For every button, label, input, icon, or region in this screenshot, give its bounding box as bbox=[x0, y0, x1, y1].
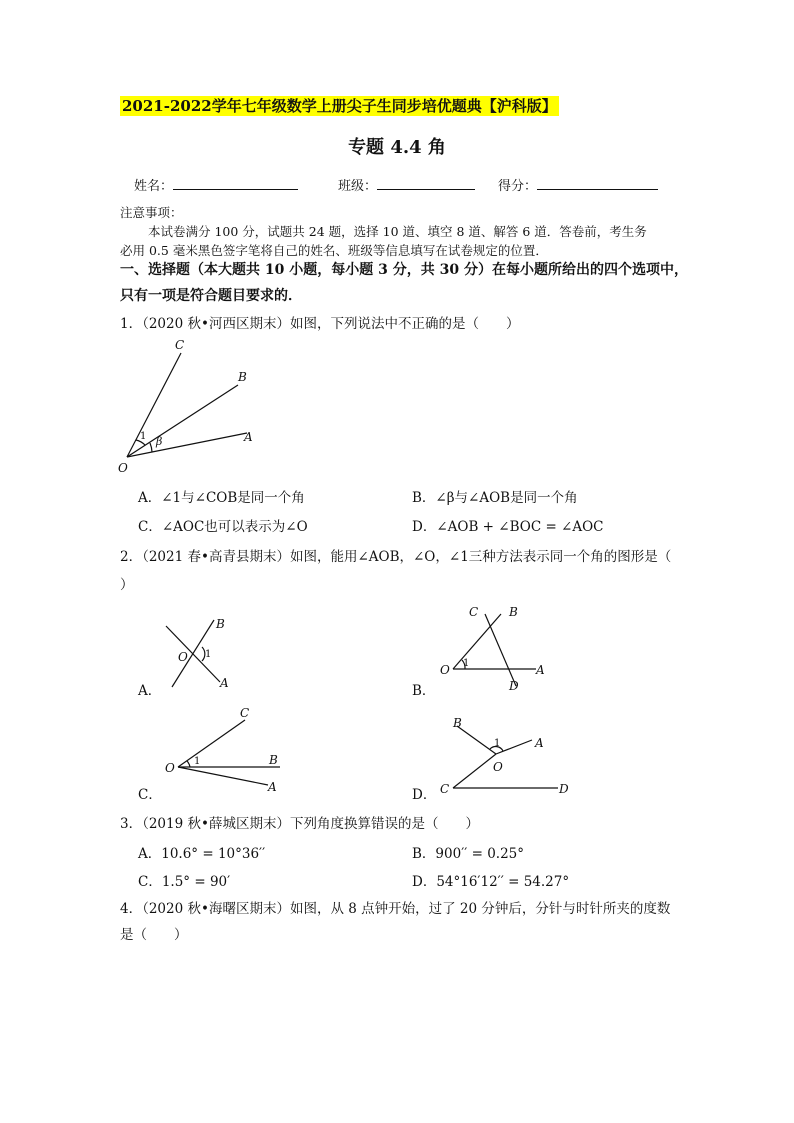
q2-figure-a bbox=[160, 612, 250, 697]
q2-figure-b bbox=[438, 602, 558, 697]
label-d: D bbox=[559, 782, 569, 796]
label-a: A bbox=[220, 676, 229, 690]
score-field[interactable] bbox=[498, 175, 658, 194]
label-b: B bbox=[269, 753, 278, 767]
class-field[interactable] bbox=[338, 175, 475, 194]
class-label: 班级： bbox=[338, 179, 378, 194]
line-co bbox=[453, 754, 496, 788]
line-cd bbox=[485, 614, 516, 686]
page-title: 专题 4.4 角 bbox=[348, 137, 446, 158]
label-b: B bbox=[238, 370, 247, 384]
q3-stem: 3．（2019 秋•薛城区期末）下列角度换算错误的是（ ） bbox=[120, 816, 479, 832]
section-heading-line-2: 只有一项是符合题目要求的． bbox=[120, 288, 302, 304]
label-a: A bbox=[244, 430, 253, 444]
q4-stem-line-2: 是（ ） bbox=[120, 927, 188, 943]
q1-option-b[interactable]: B．∠β与∠AOB是同一个角 bbox=[412, 490, 578, 506]
class-blank[interactable] bbox=[377, 177, 475, 190]
ray-oa bbox=[496, 740, 532, 754]
label-1: 1 bbox=[205, 649, 212, 660]
label-beta: β bbox=[156, 435, 163, 448]
name-field[interactable] bbox=[134, 175, 298, 194]
label-c: C bbox=[469, 605, 479, 619]
q2-stem-line-2: ） bbox=[120, 577, 134, 593]
q1-option-d[interactable]: D．∠AOB + ∠BOC = ∠AOC bbox=[412, 519, 604, 535]
q1-option-c[interactable]: C．∠AOC也可以表示为∠O bbox=[138, 519, 308, 535]
label-b: B bbox=[216, 617, 225, 631]
arc-1 bbox=[187, 761, 190, 767]
label-d: D bbox=[509, 679, 519, 693]
label-c: C bbox=[440, 782, 450, 796]
q2-option-d[interactable]: D． bbox=[412, 787, 437, 803]
header-banner: 2021-2022学年七年级数学上册尖子生同步培优题典【沪科版】 bbox=[122, 97, 557, 115]
ray-oc bbox=[178, 720, 245, 767]
line-oa bbox=[166, 626, 220, 682]
label-b: B bbox=[453, 716, 462, 730]
label-a: A bbox=[268, 780, 277, 794]
label-o: O bbox=[440, 663, 450, 677]
label-b: B bbox=[509, 605, 518, 619]
ray-oc bbox=[127, 353, 181, 457]
q1-option-a[interactable]: A．∠1与∠COB是同一个角 bbox=[138, 490, 305, 506]
q2-figure-c bbox=[163, 703, 293, 798]
label-1: 1 bbox=[194, 756, 201, 767]
label-o: O bbox=[493, 760, 503, 774]
q2-option-c[interactable]: C． bbox=[138, 787, 162, 803]
q2-stem-line-1: 2．（2021 春•高青县期末）如图，能用∠AOB，∠O，∠1三种方法表示同一个角的图形是（ bbox=[120, 549, 672, 565]
name-blank[interactable] bbox=[173, 177, 298, 190]
section-heading-line-1: 一、选择题（本大题共 10 小题，每小题 3 分，共 30 分）在每小题所给出的四个选项中， bbox=[120, 262, 688, 278]
arc-beta bbox=[150, 443, 152, 452]
q3-option-b[interactable]: B．900′′ = 0.25° bbox=[412, 846, 525, 862]
q3-option-c[interactable]: C．1.5° = 90′ bbox=[138, 874, 231, 890]
q1-stem: 1．（2020 秋•河西区期末）如图，下列说法中不正确的是（ ） bbox=[120, 316, 520, 332]
line-ob bbox=[453, 614, 501, 669]
q2-option-b[interactable]: B． bbox=[412, 683, 436, 699]
notice-heading: 注意事项： bbox=[120, 205, 183, 220]
notice-line-2: 必用 0.5 毫米黑色签字笔将自己的姓名、班级等信息填写在试卷规定的位置． bbox=[120, 243, 548, 258]
q2-option-a[interactable]: A． bbox=[138, 683, 162, 699]
label-o: O bbox=[118, 461, 128, 475]
q3-option-a[interactable]: A．10.6° = 10°36′′ bbox=[138, 846, 266, 862]
score-blank[interactable] bbox=[537, 177, 658, 190]
notice-line-1: 本试卷满分 100 分，试题共 24 题，选择 10 道、填空 8 道、解答 6 道．答卷前，考生务 bbox=[148, 224, 647, 239]
label-1: 1 bbox=[463, 658, 470, 669]
label-c: C bbox=[240, 706, 250, 720]
q4-stem-line-1: 4．（2020 秋•海曙区期末）如图，从 8 点钟开始，过了 20 分钟后，分针与时针所夹的度数 bbox=[120, 901, 671, 917]
label-1: 1 bbox=[140, 431, 147, 442]
score-label: 得分： bbox=[498, 179, 538, 194]
name-label: 姓名： bbox=[134, 179, 174, 194]
label-o: O bbox=[165, 761, 175, 775]
label-a: A bbox=[535, 736, 544, 750]
label-c: C bbox=[175, 338, 185, 352]
label-1: 1 bbox=[494, 738, 501, 749]
ray-ob bbox=[457, 726, 496, 754]
label-a: A bbox=[536, 663, 545, 677]
q3-option-d[interactable]: D．54°16′12′′ = 54.27° bbox=[412, 874, 570, 890]
q2-figure-d bbox=[438, 712, 578, 800]
label-o: O bbox=[178, 650, 188, 664]
q1-figure bbox=[115, 335, 265, 475]
ray-oa bbox=[178, 767, 268, 785]
